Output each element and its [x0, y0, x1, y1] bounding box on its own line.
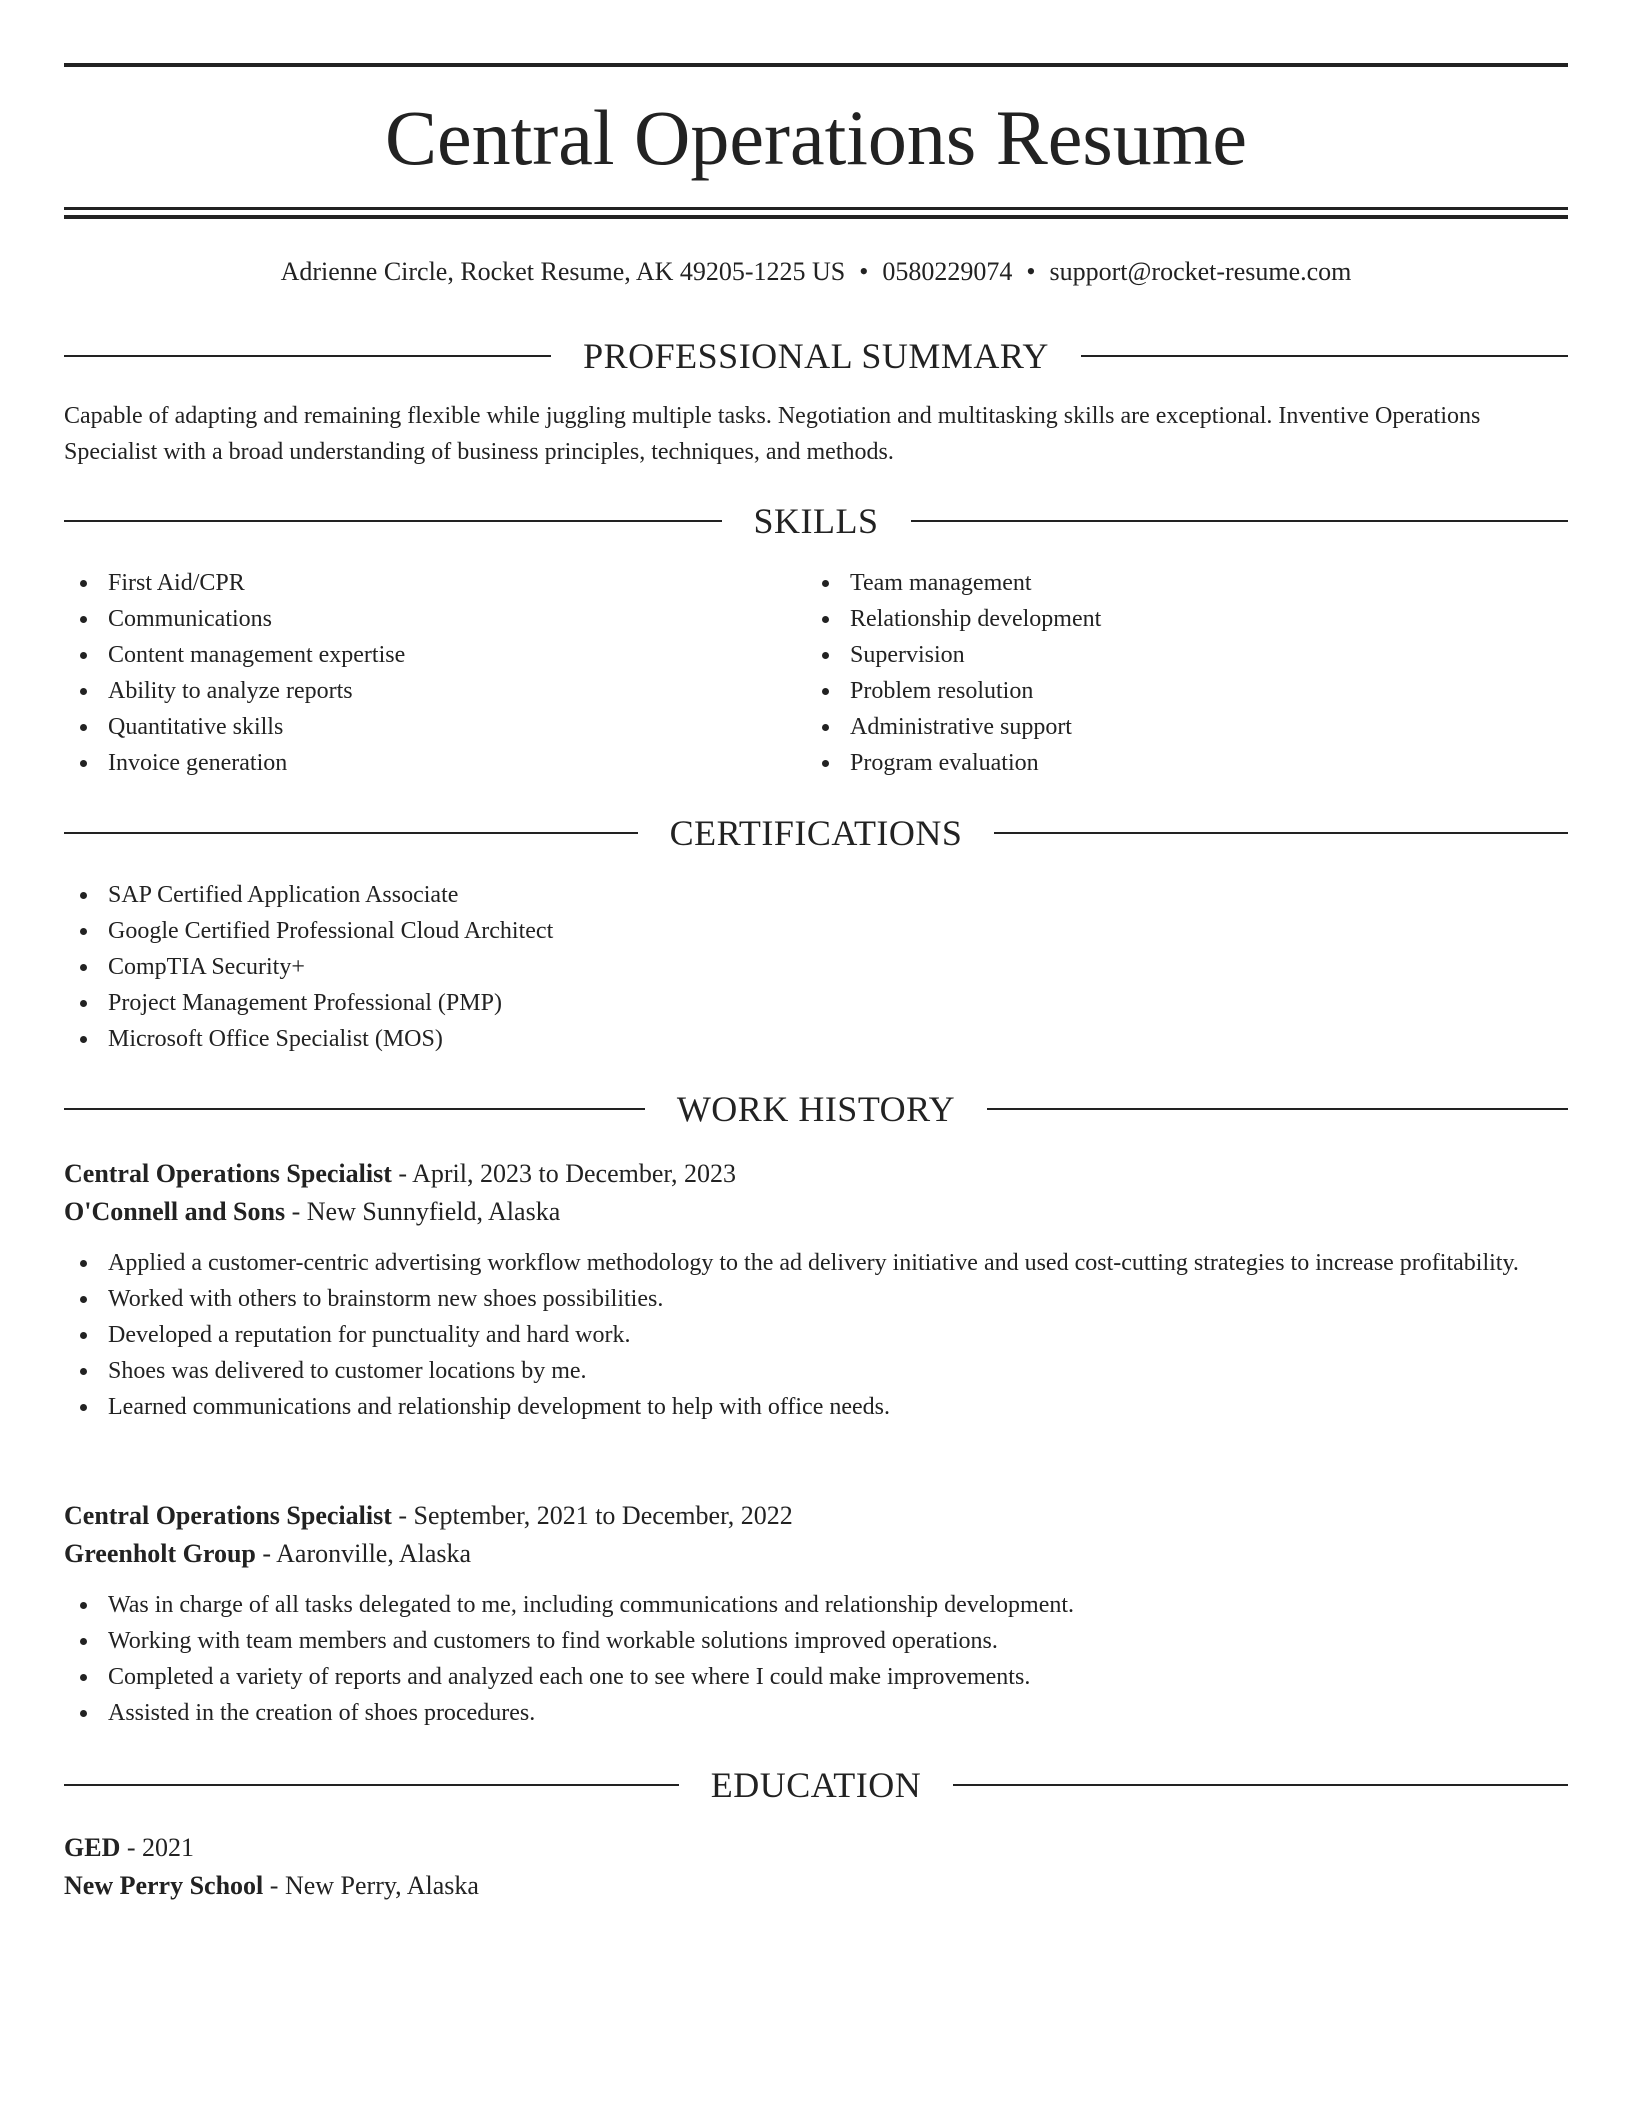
- certification-item: SAP Certified Application Associate: [64, 877, 1568, 913]
- job-entry: [64, 1497, 1568, 1731]
- job-title: Central Operations Specialist: [64, 1501, 392, 1530]
- skill-item: Administrative support: [806, 709, 1506, 745]
- section-heading-certifications: [64, 811, 1568, 855]
- resume-title: Central Operations Resume: [384, 94, 1248, 181]
- heading-rule: [64, 1108, 645, 1110]
- section-title: EDUCATION: [710, 1765, 922, 1805]
- job-bullet: Completed a variety of reports and analyzed each one to see where I could make improvements.: [64, 1659, 1568, 1695]
- contact-separator: •: [1026, 257, 1036, 286]
- certifications-list: [64, 877, 1568, 1057]
- section-title: CERTIFICATIONS: [669, 813, 963, 853]
- job-entry: [64, 1155, 1568, 1425]
- heading-rule: [953, 1784, 1568, 1786]
- job-bullet: Assisted in the creation of shoes procedures.: [64, 1695, 1568, 1731]
- contact-email: support@rocket-resume.com: [1049, 257, 1352, 286]
- heading-rule: [911, 520, 1569, 522]
- job-location: New Sunnyfield, Alaska: [306, 1197, 561, 1226]
- heading-rule: [64, 1784, 679, 1786]
- title-rule-lower: [64, 215, 1568, 219]
- job-bullet: Applied a customer-centric advertising workflow methodology to the ad delivery initiative and used cost-cutting strategies to increase profitability.: [64, 1245, 1568, 1281]
- summary-text: Capable of adapting and remaining flexible while juggling multiple tasks. Negotiation and multitasking skills are exceptional. Inventive Operations Specialist with a broad understanding of business principles, techniques, and methods.: [64, 403, 1481, 465]
- job-company: Greenholt Group: [64, 1539, 256, 1568]
- dash: -: [262, 1539, 272, 1568]
- dash: -: [398, 1501, 408, 1530]
- skill-item: Relationship development: [806, 601, 1506, 637]
- job-company-line: [64, 1193, 1568, 1231]
- section-heading-summary: [64, 334, 1568, 378]
- education-entry: [64, 1829, 1568, 1905]
- dash: -: [291, 1197, 301, 1226]
- education-degree: GED: [64, 1833, 121, 1862]
- skill-item: Problem resolution: [806, 673, 1506, 709]
- education-year: 2021: [142, 1833, 195, 1862]
- certification-item: CompTIA Security+: [64, 949, 1568, 985]
- dash: -: [126, 1833, 136, 1862]
- contact-address: Adrienne Circle, Rocket Resume, AK 49205-1225 US: [280, 257, 846, 286]
- section-title: PROFESSIONAL SUMMARY: [583, 336, 1049, 376]
- education-school-line: [64, 1867, 1568, 1905]
- job-bullets: [64, 1587, 1568, 1731]
- dash: -: [398, 1159, 408, 1188]
- heading-rule: [994, 832, 1568, 834]
- job-bullet: Learned communications and relationship development to help with office needs.: [64, 1389, 1568, 1425]
- section-heading-skills: [64, 499, 1568, 543]
- contact-separator: •: [859, 257, 869, 286]
- job-bullets: [64, 1245, 1568, 1425]
- job-company-line: [64, 1535, 1568, 1573]
- heading-rule: [1081, 355, 1568, 357]
- job-bullet: Shoes was delivered to customer locations by me.: [64, 1353, 1568, 1389]
- job-bullet: Was in charge of all tasks delegated to me, including communications and relationship development.: [64, 1587, 1568, 1623]
- skill-item: Supervision: [806, 637, 1506, 673]
- skills-column-right: [806, 565, 1506, 781]
- job-title-line: [64, 1155, 1568, 1193]
- certification-item: Project Management Professional (PMP): [64, 985, 1568, 1021]
- dash: -: [269, 1871, 279, 1900]
- skill-item: Team management: [806, 565, 1506, 601]
- contact-line: [64, 254, 1568, 290]
- contact-phone: 0580229074: [882, 257, 1013, 286]
- job-dates: April, 2023 to December, 2023: [412, 1159, 737, 1188]
- education-degree-line: [64, 1829, 1568, 1867]
- job-dates: September, 2021 to December, 2022: [413, 1501, 793, 1530]
- job-title-line: [64, 1497, 1568, 1535]
- heading-rule: [64, 355, 551, 357]
- top-rule: [64, 63, 1568, 67]
- job-company: O'Connell and Sons: [64, 1197, 286, 1226]
- title-rule-upper: [64, 207, 1568, 210]
- education-location: New Perry, Alaska: [284, 1871, 479, 1900]
- heading-rule: [987, 1108, 1568, 1110]
- education-school: New Perry School: [64, 1871, 264, 1900]
- skill-item: Communications: [64, 601, 764, 637]
- section-heading-education: [64, 1763, 1568, 1807]
- heading-rule: [64, 832, 638, 834]
- job-location: Aaronville, Alaska: [276, 1539, 472, 1568]
- skill-item: Quantitative skills: [64, 709, 764, 745]
- certification-item: Google Certified Professional Cloud Architect: [64, 913, 1568, 949]
- job-bullet: Worked with others to brainstorm new shoes possibilities.: [64, 1281, 1568, 1317]
- job-bullet: Developed a reputation for punctuality and hard work.: [64, 1317, 1568, 1353]
- skill-item: Content management expertise: [64, 637, 764, 673]
- job-bullet: Working with team members and customers to find workable solutions improved operations.: [64, 1623, 1568, 1659]
- skill-item: First Aid/CPR: [64, 565, 764, 601]
- heading-rule: [64, 520, 722, 522]
- skill-item: Ability to analyze reports: [64, 673, 764, 709]
- job-title: Central Operations Specialist: [64, 1159, 392, 1188]
- skill-item: Program evaluation: [806, 745, 1506, 781]
- section-title: WORK HISTORY: [676, 1089, 956, 1129]
- skills-column-left: [64, 565, 764, 781]
- certification-item: Microsoft Office Specialist (MOS): [64, 1021, 1568, 1057]
- skill-item: Invoice generation: [64, 745, 764, 781]
- section-heading-work-history: [64, 1087, 1568, 1131]
- section-title: SKILLS: [753, 501, 879, 541]
